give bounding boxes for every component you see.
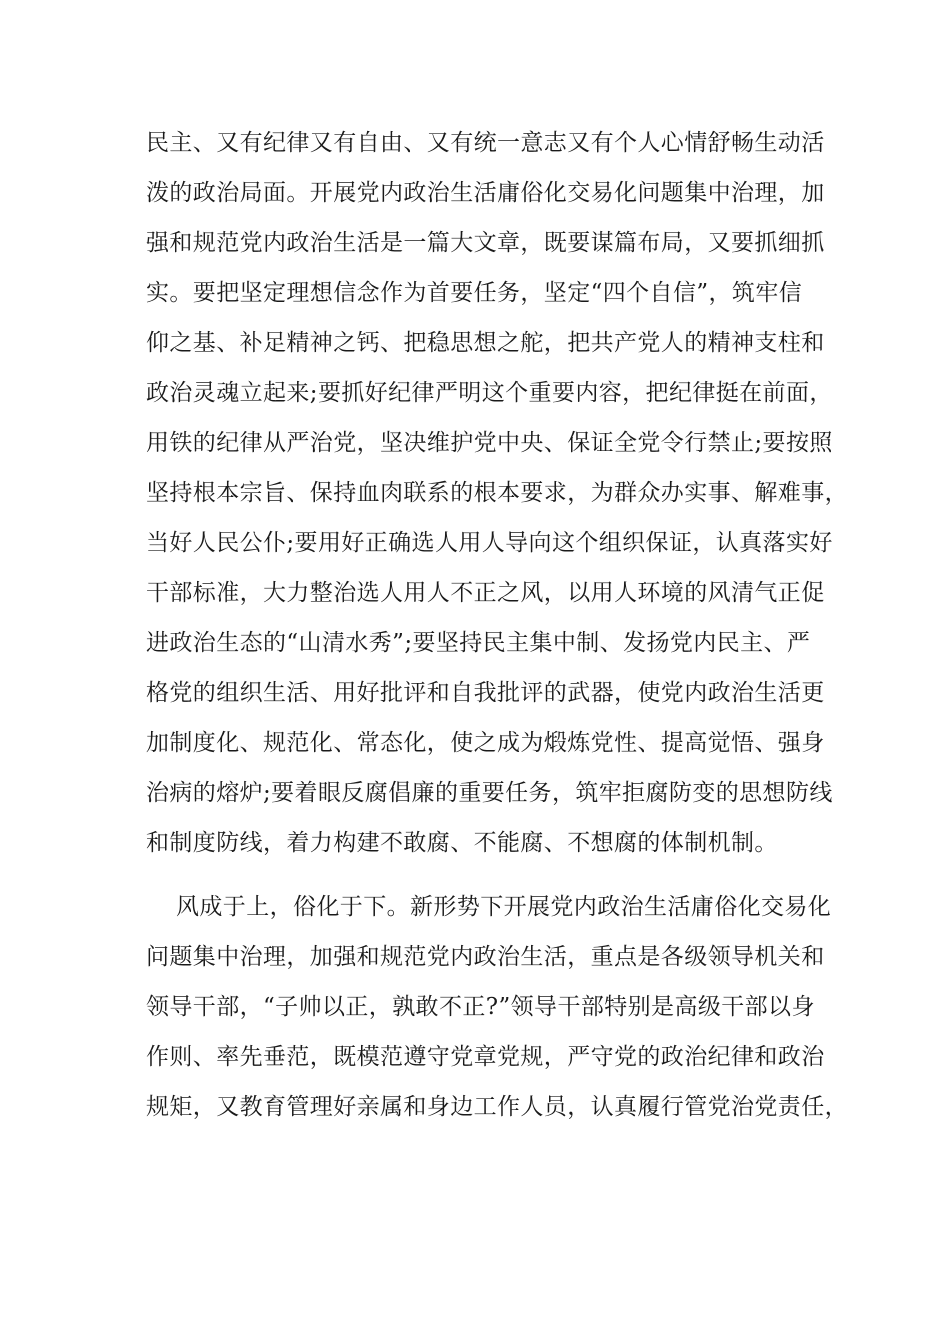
paragraph-1-line-6: 政治灵魂立起来;要抓好纪律严明这个重要内容，把纪律挺在前面， (146, 380, 833, 406)
paragraph-1-line-2: 泼的政治局面。开展党内政治生活庸俗化交易化问题集中治理，加 (146, 180, 825, 206)
paragraph-1-line-15: 和制度防线，着力构建不敢腐、不能腐、不想腐的体制机制。 (146, 830, 778, 856)
paragraph-1-line-5: 仰之基、补足精神之钙、把稳思想之舵，把共产党人的精神支柱和 (146, 330, 825, 356)
paragraph-2-line-5: 规矩，又教育管理好亲属和身边工作人员，认真履行管党治党责任， (146, 1094, 848, 1120)
paragraph-1-line-9: 当好人民公仆;要用好正确选人用人导向这个组织保证，认真落实好 (146, 530, 833, 556)
paragraph-1-line-11: 进政治生态的“山清水秀”;要坚持民主集中制、发扬党内民主、严 (146, 630, 811, 656)
paragraph-1-line-8: 坚持根本宗旨、保持血肉联系的根本要求，为群众办实事、解难事， (146, 480, 848, 506)
paragraph-1-line-3: 强和规范党内政治生活是一篇大文章，既要谋篇布局，又要抓细抓 (146, 230, 825, 256)
paragraph-1-line-12: 格党的组织生活、用好批评和自我批评的武器，使党内政治生活更 (146, 680, 825, 706)
paragraph-1-line-4: 实。要把坚定理想信念作为首要任务，坚定“四个自信”，筑牢信 (146, 280, 803, 306)
paragraph-1-line-14: 治病的熔炉;要着眼反腐倡廉的重要任务，筑牢拒腐防变的思想防线 (146, 780, 833, 806)
paragraph-1-line-10: 干部标准，大力整治选人用人不正之风，以用人环境的风清气正促 (146, 580, 825, 606)
paragraph-2-line-4: 作则、率先垂范，既模范遵守党章党规，严守党的政治纪律和政治 (146, 1044, 825, 1070)
paragraph-1-line-7: 用铁的纪律从严治党，坚决维护党中央、保证全党令行禁止;要按照 (146, 430, 833, 456)
paragraph-1-line-13: 加制度化、规范化、常态化，使之成为煅炼党性、提高觉悟、强身 (146, 730, 825, 756)
paragraph-2-line-3: 领导干部，“子帅以正，孰敢不正?”领导干部特别是高级干部以身 (146, 994, 815, 1020)
paragraph-1-line-1: 民主、又有纪律又有自由、又有统一意志又有个人心情舒畅生动活 (146, 130, 825, 156)
paragraph-2-line-1: 风成于上，俗化于下。新形势下开展党内政治生活庸俗化交易化 (176, 894, 832, 920)
paragraph-2-line-2: 问题集中治理，加强和规范党内政治生活，重点是各级领导机关和 (146, 944, 825, 970)
